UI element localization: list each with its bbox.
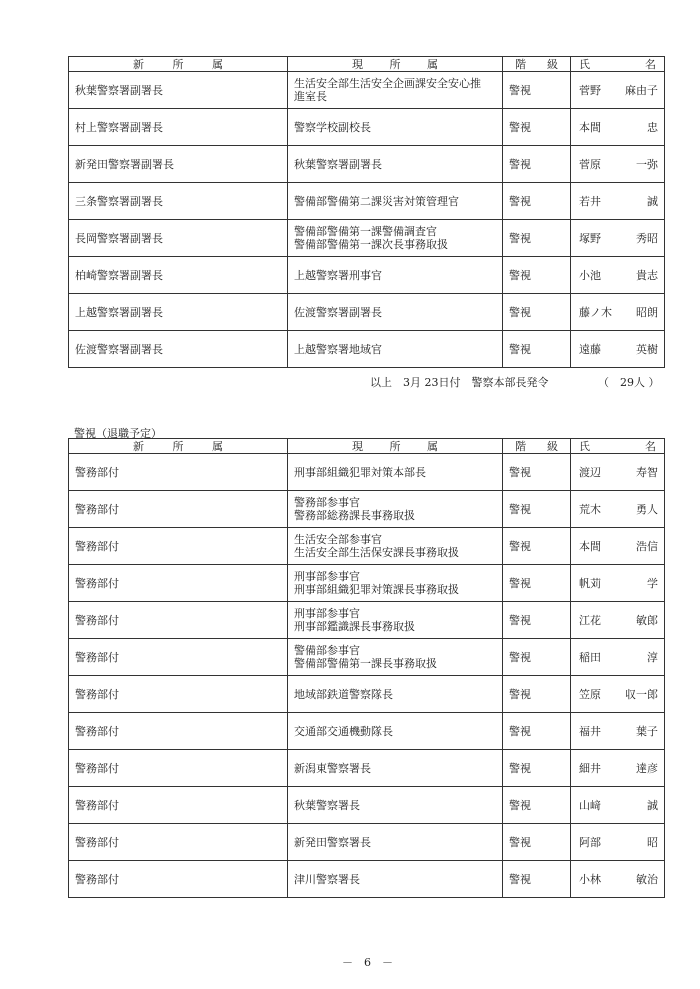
surname: 小池 — [579, 268, 601, 282]
name-cell — [571, 861, 665, 898]
name-cell — [571, 528, 665, 565]
header-rank — [503, 439, 571, 454]
table-header — [69, 439, 665, 454]
surname: 遠藤 — [579, 342, 601, 356]
given-name: 寿智 — [636, 465, 658, 479]
header-rank — [503, 57, 571, 72]
given-name: 敏治 — [636, 872, 658, 886]
surname: 笠原 — [579, 687, 601, 701]
surname: 本間 — [579, 539, 601, 553]
name-cell — [571, 220, 665, 257]
name-cell — [571, 491, 665, 528]
current-post-line: 警察学校副校長 — [294, 120, 371, 134]
current-post-cell — [288, 294, 503, 331]
new-post-cell: 警務部付 — [69, 639, 288, 676]
header-char: 氏 — [579, 57, 590, 71]
surname: 渡辺 — [579, 465, 601, 479]
rank-cell: 警視 — [503, 713, 571, 750]
rank-cell: 警視 — [503, 565, 571, 602]
name-cell — [571, 824, 665, 861]
name-cell — [571, 72, 665, 109]
given-name: 昭 — [647, 835, 658, 849]
new-post-cell: 秋葉警察署副署長 — [69, 72, 288, 109]
header-name — [571, 57, 665, 72]
rank-cell: 警視 — [503, 787, 571, 824]
new-post-cell: 村上警察署副署長 — [69, 109, 288, 146]
new-post-cell: 警務部付 — [69, 565, 288, 602]
table-row — [69, 676, 665, 713]
current-post-cell — [288, 639, 503, 676]
current-post-cell — [288, 713, 503, 750]
new-post-cell: 警務部付 — [69, 713, 288, 750]
surname: 小林 — [579, 872, 601, 886]
surname: 江花 — [579, 613, 601, 627]
current-post-line: 警備部警備第二課災害対策管理官 — [294, 194, 459, 208]
given-name: 英樹 — [636, 342, 658, 356]
name-cell — [571, 294, 665, 331]
rank-cell: 警視 — [503, 676, 571, 713]
surname: 細井 — [579, 761, 601, 775]
surname: 塚野 — [579, 231, 601, 245]
surname: 福井 — [579, 724, 601, 738]
table-header — [69, 57, 665, 72]
rank-cell: 警視 — [503, 183, 571, 220]
current-post-cell — [288, 787, 503, 824]
surname: 帆苅 — [579, 576, 601, 590]
name-cell — [571, 676, 665, 713]
header-char: 現 — [352, 439, 363, 453]
rank-cell: 警視 — [503, 639, 571, 676]
rank-cell: 警視 — [503, 491, 571, 528]
name-cell — [571, 183, 665, 220]
header-char: 階 — [515, 57, 526, 71]
new-post-cell: 警務部付 — [69, 454, 288, 491]
new-post-cell: 警務部付 — [69, 861, 288, 898]
current-post-cell — [288, 72, 503, 109]
given-name: 収一郎 — [625, 687, 658, 701]
surname: 阿部 — [579, 835, 601, 849]
header-char: 所 — [389, 439, 401, 453]
surname: 本間 — [579, 120, 601, 134]
table-row — [69, 220, 665, 257]
table-row — [69, 146, 665, 183]
new-post-cell: 新発田警察署副署長 — [69, 146, 288, 183]
new-post-cell: 警務部付 — [69, 676, 288, 713]
current-post-cell — [288, 750, 503, 787]
current-post-cell — [288, 220, 503, 257]
rank-cell: 警視 — [503, 294, 571, 331]
new-post-cell: 警務部付 — [69, 750, 288, 787]
table-body — [69, 454, 665, 898]
current-post-cell — [288, 565, 503, 602]
header-char: 新 — [133, 57, 144, 71]
current-post-cell — [288, 676, 503, 713]
rank-cell: 警視 — [503, 824, 571, 861]
surname: 稲田 — [579, 650, 601, 664]
given-name: 忠 — [647, 120, 658, 134]
section-title: 警視（退職予定） — [74, 427, 162, 440]
table-row — [69, 454, 665, 491]
rank-cell: 警視 — [503, 750, 571, 787]
surname: 菅原 — [579, 157, 601, 171]
current-post-line: 新潟東警察署長 — [294, 761, 371, 775]
rank-cell: 警視 — [503, 454, 571, 491]
current-post-line: 刑事部組織犯罪対策本部長 — [294, 465, 426, 479]
current-post-line: 警備部警備第一課次長事務取扱 — [294, 238, 448, 251]
current-post-line: 佐渡警察署副署長 — [294, 305, 382, 319]
current-post-line: 刑事部参事官 — [294, 607, 360, 620]
current-post-line: 地域部鉄道警察隊長 — [294, 687, 393, 701]
header-char: 属 — [427, 57, 438, 71]
name-cell — [571, 565, 665, 602]
given-name: 貴志 — [636, 268, 658, 282]
name-cell — [571, 331, 665, 368]
transfer-table-2 — [68, 438, 665, 898]
header-char: 名 — [645, 57, 656, 71]
current-post-cell — [288, 491, 503, 528]
personnel-count: （ 29人 ） — [598, 376, 660, 389]
table-row — [69, 824, 665, 861]
header-current-post — [288, 57, 503, 72]
new-post-cell: 上越警察署副署長 — [69, 294, 288, 331]
current-post-line: 警備部警備第一課警備調査官 — [294, 225, 437, 238]
current-post-cell — [288, 454, 503, 491]
header-char: 名 — [645, 439, 656, 453]
header-char: 所 — [172, 439, 184, 453]
current-post-line: 警務部参事官 — [294, 496, 360, 509]
new-post-cell: 警務部付 — [69, 787, 288, 824]
table-body — [69, 72, 665, 368]
header-row — [69, 439, 665, 454]
current-post-cell — [288, 183, 503, 220]
rank-cell: 警視 — [503, 861, 571, 898]
table-row — [69, 565, 665, 602]
current-post-cell — [288, 528, 503, 565]
name-cell — [571, 602, 665, 639]
given-name: 誠 — [647, 798, 658, 812]
new-post-cell: 柏崎警察署副署長 — [69, 257, 288, 294]
current-post-cell — [288, 602, 503, 639]
current-post-line: 秋葉警察署副署長 — [294, 157, 382, 171]
table-row — [69, 602, 665, 639]
name-cell — [571, 146, 665, 183]
table-row — [69, 787, 665, 824]
header-new-post — [69, 57, 288, 72]
rank-cell: 警視 — [503, 257, 571, 294]
header-char: 属 — [212, 439, 223, 453]
name-cell — [571, 639, 665, 676]
new-post-cell: 三条警察署副署長 — [69, 183, 288, 220]
name-cell — [571, 713, 665, 750]
current-post-cell — [288, 824, 503, 861]
given-name: 達彦 — [636, 761, 658, 775]
rank-cell: 警視 — [503, 146, 571, 183]
current-post-line: 警備部警備第一課長事務取扱 — [294, 657, 437, 670]
current-post-line: 上越警察署刑事官 — [294, 268, 382, 282]
given-name: 誠 — [647, 194, 658, 208]
new-post-cell: 佐渡警察署副署長 — [69, 331, 288, 368]
given-name: 葉子 — [636, 724, 658, 738]
table-row — [69, 639, 665, 676]
current-post-line: 津川警察署長 — [294, 872, 360, 886]
current-post-line: 生活安全部参事官 — [294, 533, 382, 546]
given-name: 昭朗 — [636, 305, 658, 319]
new-post-cell: 警務部付 — [69, 602, 288, 639]
rank-cell: 警視 — [503, 109, 571, 146]
current-post-cell — [288, 257, 503, 294]
table-row — [69, 331, 665, 368]
issuance-note — [370, 374, 660, 390]
header-char: 属 — [212, 57, 223, 71]
name-cell — [571, 257, 665, 294]
header-name — [571, 439, 665, 454]
table-row — [69, 861, 665, 898]
current-post-cell — [288, 331, 503, 368]
given-name: 麻由子 — [625, 83, 658, 97]
given-name: 勇人 — [636, 502, 658, 516]
page-number: － 6 － — [342, 956, 393, 969]
given-name: 秀昭 — [636, 231, 658, 245]
table-row — [69, 183, 665, 220]
new-post-cell: 警務部付 — [69, 491, 288, 528]
current-post-line: 警務部総務課長事務取扱 — [294, 509, 415, 522]
current-post-cell — [288, 146, 503, 183]
name-cell — [571, 454, 665, 491]
current-post-line: 刑事部参事官 — [294, 570, 360, 583]
table-row — [69, 109, 665, 146]
current-post-line: 警備部参事官 — [294, 644, 360, 657]
current-post-line: 上越警察署地域官 — [294, 342, 382, 356]
header-current-post — [288, 439, 503, 454]
issuance-text: 以上 3月 23日付 警察本部長発令 — [370, 376, 549, 389]
header-row — [69, 57, 665, 72]
table-row — [69, 713, 665, 750]
current-post-cell — [288, 109, 503, 146]
current-post-line: 進室長 — [294, 90, 327, 103]
table-row — [69, 257, 665, 294]
given-name: 浩信 — [636, 539, 658, 553]
current-post-cell — [288, 861, 503, 898]
surname: 若井 — [579, 194, 601, 208]
header-char: 現 — [352, 57, 363, 71]
given-name: 一弥 — [636, 157, 658, 171]
new-post-cell: 長岡警察署副署長 — [69, 220, 288, 257]
rank-cell: 警視 — [503, 331, 571, 368]
given-name: 学 — [647, 576, 658, 590]
new-post-cell: 警務部付 — [69, 528, 288, 565]
name-cell — [571, 109, 665, 146]
header-char: 所 — [172, 57, 184, 71]
table-row — [69, 294, 665, 331]
current-post-line: 刑事部鑑識課長事務取扱 — [294, 620, 415, 633]
current-post-line: 秋葉警察署長 — [294, 798, 360, 812]
header-char: 所 — [389, 57, 401, 71]
table-row — [69, 491, 665, 528]
name-cell — [571, 750, 665, 787]
header-new-post — [69, 439, 288, 454]
table-row — [69, 528, 665, 565]
current-post-line: 交通部交通機動隊長 — [294, 724, 393, 738]
surname: 菅野 — [579, 83, 601, 97]
header-char: 階 — [515, 439, 526, 453]
current-post-line: 刑事部組織犯罪対策課長事務取扱 — [294, 583, 459, 596]
header-char: 氏 — [579, 439, 590, 453]
rank-cell: 警視 — [503, 72, 571, 109]
current-post-line: 生活安全部生活安全企画課安全安心推 — [294, 77, 481, 90]
table-row — [69, 750, 665, 787]
new-post-cell: 警務部付 — [69, 824, 288, 861]
current-post-line: 新発田警察署長 — [294, 835, 371, 849]
surname: 荒木 — [579, 502, 601, 516]
table-row — [69, 72, 665, 109]
header-char: 新 — [133, 439, 144, 453]
rank-cell: 警視 — [503, 602, 571, 639]
header-char: 級 — [547, 439, 558, 453]
rank-cell: 警視 — [503, 220, 571, 257]
rank-cell: 警視 — [503, 528, 571, 565]
given-name: 淳 — [647, 650, 658, 664]
given-name: 敏郎 — [636, 613, 658, 627]
surname: 山﨑 — [579, 798, 601, 812]
transfer-table-1 — [68, 56, 665, 368]
header-char: 属 — [427, 439, 438, 453]
current-post-line: 生活安全部生活保安課長事務取扱 — [294, 546, 459, 559]
name-cell — [571, 787, 665, 824]
surname: 藤ノ木 — [579, 305, 612, 319]
header-char: 級 — [547, 57, 558, 71]
